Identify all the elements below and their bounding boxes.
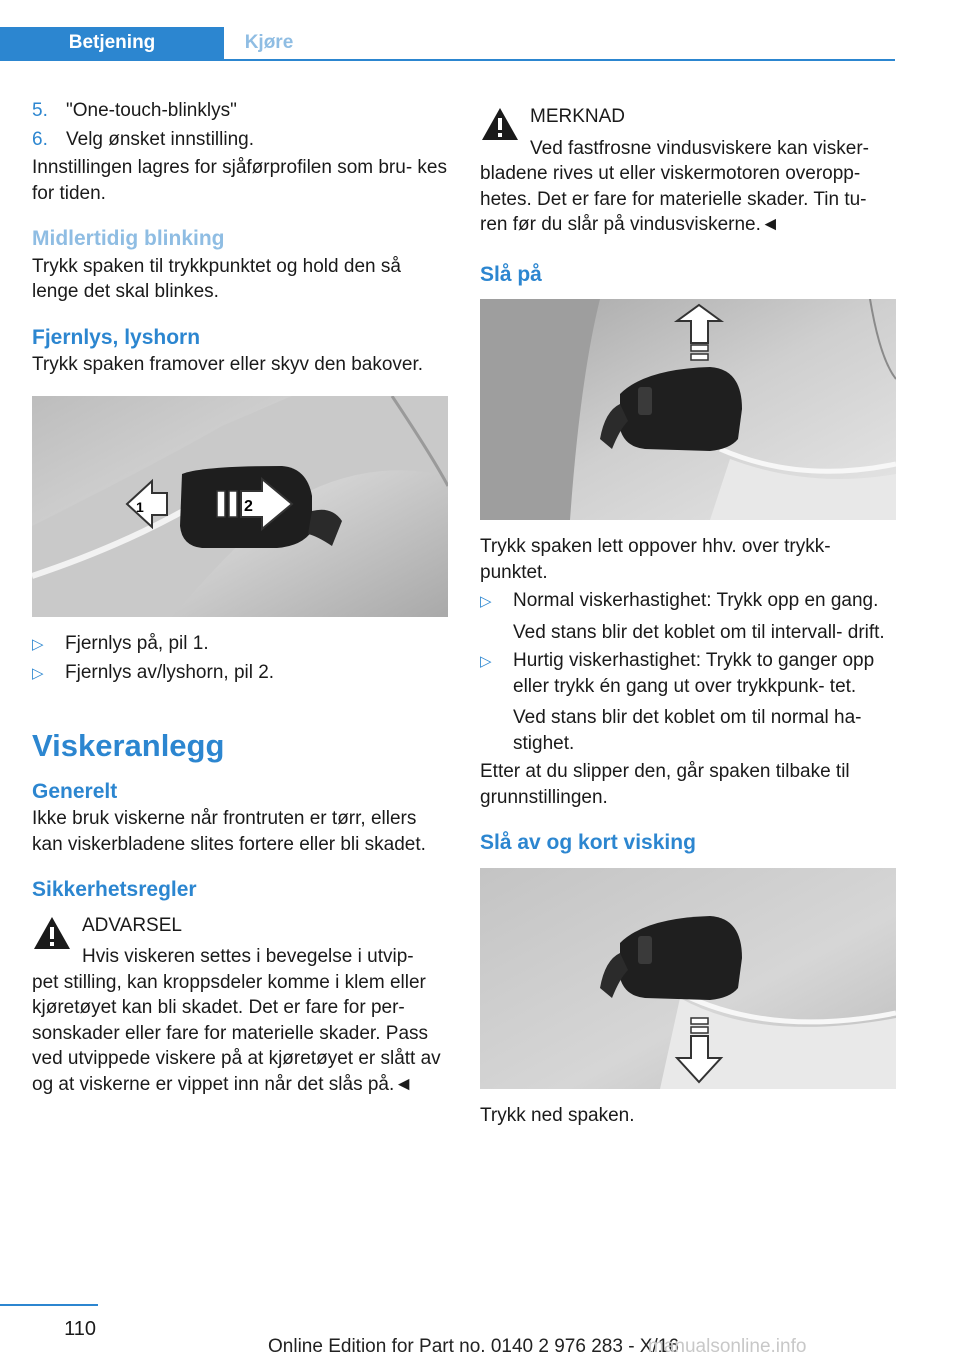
tab-betjening[interactable]: Betjening bbox=[0, 27, 224, 59]
triangle-right-icon: ▷ bbox=[32, 635, 44, 653]
temporary-blinking-text: Trykk spaken til trykkpunktet og hold den så lenge det skal blinkes. bbox=[32, 255, 401, 302]
arrow-label-2: 2 bbox=[244, 497, 253, 515]
arrow-label-1: 1 bbox=[136, 498, 144, 515]
notice-text: bladene rives ut eller viskermotoren overopp‐ hetes. Det er fare for materielle skader. Tin tu‐ ren før du slår på vindusviskerne.◄ bbox=[480, 163, 867, 235]
step-number: 5. bbox=[32, 100, 48, 121]
watermark: manualsonline.info bbox=[648, 1336, 807, 1357]
warning-triangle-icon bbox=[32, 915, 72, 951]
notice-first-line: Ved fastfrosne vindusviskere kan visker‐ bbox=[530, 137, 869, 159]
page-number: 110 bbox=[64, 1318, 96, 1340]
bullet-text: Hurtig viskerhastighet: Trykk to ganger opp eller trykk én gang ut over trykkpunk‐ tet. bbox=[513, 650, 875, 697]
warning-block bbox=[32, 913, 448, 1098]
high-beam-text: Trykk spaken framover eller skyv den bakover. bbox=[32, 354, 424, 375]
notice-label: MERKNAD bbox=[530, 106, 626, 127]
bullet-text: Fjernlys på, pil 1. bbox=[65, 632, 209, 654]
edition-text: Online Edition for Part no. 0140 2 976 283 - X/16 bbox=[268, 1336, 679, 1357]
heading-wiper-system: Viskeranlegg bbox=[32, 727, 225, 763]
bullet-item bbox=[480, 648, 896, 756]
step-item bbox=[32, 98, 448, 124]
bullet-text: Fjernlys av/lyshorn, pil 2. bbox=[65, 662, 275, 683]
steps-note: Innstillingen lagres for sjåførprofilen som bru‐ kes for tiden. bbox=[32, 157, 448, 204]
switch-on-text: Trykk spaken lett oppover hhv. over trykk‐ punktet. bbox=[480, 536, 831, 583]
notice-block bbox=[480, 104, 896, 238]
wiper-off-lever-figure bbox=[480, 868, 896, 1089]
step-text: Velg ønsket innstilling. bbox=[66, 128, 254, 150]
bullet-subtext: Ved stans blir det koblet om til normal ha‐ stighet. bbox=[513, 707, 862, 754]
triangle-right-icon: ▷ bbox=[480, 653, 492, 670]
bullet-subtext: Ved stans blir det koblet om til intervall‐ drift. bbox=[513, 621, 885, 643]
step-number: 6. bbox=[32, 128, 48, 150]
heading-switch-off: Slå av og kort visking bbox=[480, 831, 696, 854]
step-text: "One-touch-blinklys" bbox=[66, 100, 237, 121]
bullet-item bbox=[32, 660, 448, 687]
warning-text: pet stilling, kan kroppsdeler komme i klem eller kjøretøyet kan bli skadet. Det er fare for per‐ sonskader eller fare for materielle skader. Pass ved utvippede viskere på at kjøretøyet er slått av og at viskerne er vippet inn når det slås på.◄ bbox=[32, 971, 441, 1095]
step-item bbox=[32, 127, 448, 153]
heading-temporary-blinking: Midlertidig blinking bbox=[32, 227, 225, 250]
right-column bbox=[480, 98, 896, 1128]
warning-label: ADVARSEL bbox=[82, 914, 182, 936]
general-text: Ikke bruk viskerne når frontruten er tørr, ellers kan viskerbladene slites fortere eller bli skadet. bbox=[32, 808, 426, 855]
heading-switch-on: Slå på bbox=[480, 262, 542, 286]
switch-on-after-text: Etter at du slipper den, går spaken tilbake til grunnstillingen. bbox=[480, 761, 850, 808]
warning-first-line: Hvis viskeren settes i bevegelse i utvip‐ bbox=[82, 946, 414, 967]
switch-off-text: Trykk ned spaken. bbox=[480, 1104, 635, 1126]
triangle-right-icon: ▷ bbox=[480, 593, 492, 610]
bullet-item bbox=[480, 588, 896, 645]
heading-high-beam: Fjernlys, lyshorn bbox=[32, 325, 201, 349]
wiper-on-lever-figure bbox=[480, 299, 896, 520]
bullet-text: Normal viskerhastighet: Trykk opp en gang. bbox=[513, 590, 879, 611]
footer-divider bbox=[0, 1304, 98, 1306]
heading-safety-rules: Sikkerhetsregler bbox=[32, 878, 197, 901]
triangle-right-icon: ▷ bbox=[32, 665, 44, 682]
warning-triangle-icon bbox=[480, 106, 520, 142]
tab-kjore[interactable]: Kjøre bbox=[244, 32, 294, 53]
bullet-item bbox=[32, 631, 448, 658]
left-column bbox=[32, 98, 448, 1097]
heading-general: Generelt bbox=[32, 779, 118, 803]
high-beam-lever-figure bbox=[32, 396, 448, 617]
chapter-tabs bbox=[0, 27, 895, 61]
